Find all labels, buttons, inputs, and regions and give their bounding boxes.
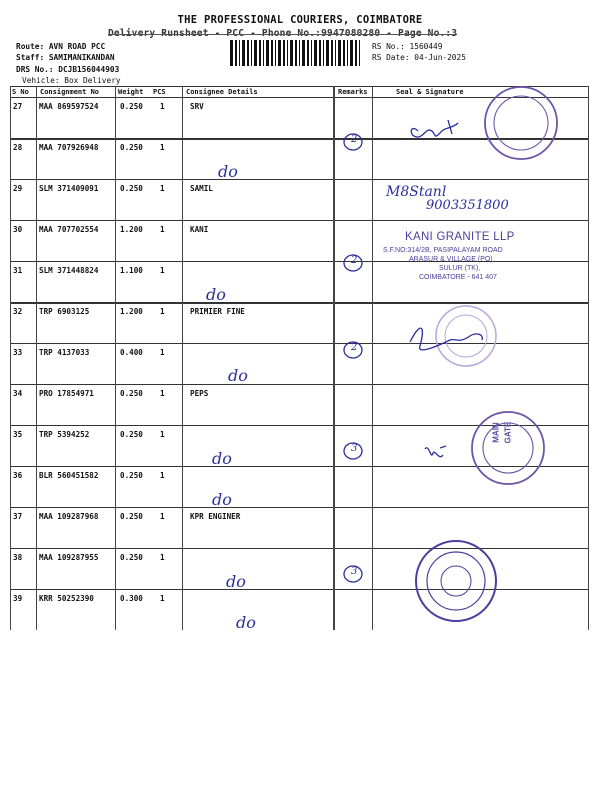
cell-sno: 30 bbox=[13, 225, 23, 234]
cell-weight: 0.250 bbox=[120, 102, 143, 111]
rs-date: RS Date: 04-Jun-2025 bbox=[372, 53, 466, 62]
col-header-pcs: PCS bbox=[153, 88, 166, 96]
stamp-line: ARASUR & VILLAGE (PO) bbox=[409, 255, 493, 263]
gate-stamp-line1: MAIN bbox=[491, 422, 501, 443]
receiver-phone: 9003351800 bbox=[426, 198, 509, 213]
cell-pcs: 1 bbox=[160, 307, 165, 316]
cell-sno: 31 bbox=[13, 266, 23, 275]
cell-sno: 35 bbox=[13, 430, 23, 439]
cell-sno: 36 bbox=[13, 471, 23, 480]
cell-weight: 0.250 bbox=[120, 430, 143, 439]
cell-sno: 28 bbox=[13, 143, 23, 152]
col-header-remarks: Remarks bbox=[338, 88, 368, 96]
stamp-line: S.F.NO:314/2B, PASIPALAYAM ROAD bbox=[383, 246, 503, 254]
cell-consignment: MAA 707926948 bbox=[39, 143, 99, 152]
signature-row32 bbox=[410, 328, 482, 350]
route-label: Route: AVN ROAD PCC bbox=[16, 42, 106, 51]
cell-sno: 38 bbox=[13, 553, 23, 562]
ditto-mark: do bbox=[212, 449, 232, 468]
cell-consignment: TRP 4137033 bbox=[39, 348, 90, 357]
cell-consignment: MAA 109287968 bbox=[39, 512, 99, 521]
cell-weight: 1.100 bbox=[120, 266, 143, 275]
cell-pcs: 1 bbox=[160, 102, 165, 111]
signature-row35 bbox=[425, 446, 446, 457]
cell-weight: 0.250 bbox=[120, 184, 143, 193]
staff-label: Staff: SAMIMANIKANDAN bbox=[16, 53, 115, 62]
cell-consignment: TRP 6903125 bbox=[39, 307, 90, 316]
cell-weight: 0.250 bbox=[120, 471, 143, 480]
stamp-line: KANI GRANITE LLP bbox=[405, 231, 515, 243]
cell-weight: 0.400 bbox=[120, 348, 143, 357]
ditto-mark: do bbox=[218, 162, 238, 181]
college-seal bbox=[416, 541, 496, 621]
cell-pcs: 1 bbox=[160, 553, 165, 562]
signature-scribbles bbox=[410, 120, 482, 457]
stamp-line: SULUR (TK), bbox=[439, 264, 481, 272]
ditto-mark: do bbox=[206, 285, 226, 304]
cell-consignment: SLM 371448824 bbox=[39, 266, 99, 275]
cell-consignment: BLR 560451582 bbox=[39, 471, 99, 480]
cell-pcs: 1 bbox=[160, 266, 165, 275]
cell-sno: 32 bbox=[13, 307, 23, 316]
cell-consignee: SAMIL bbox=[190, 184, 213, 193]
cell-consignment: TRP 5394252 bbox=[39, 430, 90, 439]
cell-consignment: SLM 371409091 bbox=[39, 184, 99, 193]
cell-pcs: 1 bbox=[160, 348, 165, 357]
cell-consignee: SRV bbox=[190, 102, 204, 111]
cell-pcs: 1 bbox=[160, 594, 165, 603]
cell-consignment: MAA 109287955 bbox=[39, 553, 99, 562]
drs-label: DRS No.: DCJB156044903 bbox=[16, 65, 120, 74]
cell-consignee: KPR ENGINER bbox=[190, 512, 241, 521]
cell-sno: 39 bbox=[13, 594, 23, 603]
company-seal-1 bbox=[485, 87, 557, 159]
cell-weight: 0.250 bbox=[120, 143, 143, 152]
company-seal-2 bbox=[436, 306, 496, 366]
cell-pcs: 1 bbox=[160, 225, 165, 234]
cell-consignee: PEPS bbox=[190, 389, 209, 398]
cell-weight: 0.250 bbox=[120, 553, 143, 562]
cell-sno: 29 bbox=[13, 184, 23, 193]
col-header-weight: Weight bbox=[118, 88, 144, 96]
cell-weight: 0.250 bbox=[120, 512, 143, 521]
col-header-consignment: Consignment No bbox=[40, 88, 100, 96]
remark-mark: 3 bbox=[351, 443, 358, 454]
remark-mark: 3 bbox=[351, 566, 358, 577]
rs-number: RS No.: 1560449 bbox=[372, 42, 443, 51]
cell-pcs: 1 bbox=[160, 184, 165, 193]
cell-weight: 0.250 bbox=[120, 389, 143, 398]
col-header-sno: S No bbox=[12, 88, 29, 96]
remark-mark: 2 bbox=[351, 255, 358, 266]
cell-pcs: 1 bbox=[160, 389, 165, 398]
cell-consignment: PRO 17854971 bbox=[39, 389, 94, 398]
cell-sno: 37 bbox=[13, 512, 23, 521]
cell-weight: 1.200 bbox=[120, 307, 143, 316]
cell-consignee: PRIMIER FINE bbox=[190, 307, 245, 316]
page-title: THE PROFESSIONAL COURIERS, COIMBATORE bbox=[177, 14, 423, 26]
ditto-mark: do bbox=[212, 490, 232, 509]
cell-weight: 1.200 bbox=[120, 225, 143, 234]
remark-mark: 2 bbox=[351, 342, 358, 353]
cell-sno: 33 bbox=[13, 348, 23, 357]
cell-sno: 27 bbox=[13, 102, 23, 111]
cell-consignment: MAA 869597524 bbox=[39, 102, 99, 111]
cell-pcs: 1 bbox=[160, 471, 165, 480]
ditto-mark: do bbox=[236, 613, 256, 632]
ditto-mark: do bbox=[228, 366, 248, 385]
cell-weight: 0.300 bbox=[120, 594, 143, 603]
receiver-signature: M8Stanl bbox=[386, 184, 447, 200]
cell-sno: 34 bbox=[13, 389, 23, 398]
vehicle-label: Vehicle: Box Delivery bbox=[22, 76, 121, 85]
ditto-mark: do bbox=[226, 572, 246, 591]
cell-consignee: KANI bbox=[190, 225, 209, 234]
cell-pcs: 1 bbox=[160, 430, 165, 439]
remark-mark: 2 bbox=[351, 134, 358, 145]
signature-row27 bbox=[411, 120, 458, 137]
gate-stamp-line2: GATE bbox=[503, 421, 513, 444]
col-header-seal: Seal & Signature bbox=[396, 88, 464, 96]
cell-pcs: 1 bbox=[160, 143, 165, 152]
col-header-consignee: Consignee Details bbox=[186, 88, 258, 96]
stamp-line: COIMBATORE - 641 407 bbox=[419, 273, 497, 281]
cell-consignment: MAA 707702554 bbox=[39, 225, 99, 234]
kani-stamp bbox=[383, 232, 559, 281]
cell-pcs: 1 bbox=[160, 512, 165, 521]
cell-consignment: KRR 50252390 bbox=[39, 594, 94, 603]
